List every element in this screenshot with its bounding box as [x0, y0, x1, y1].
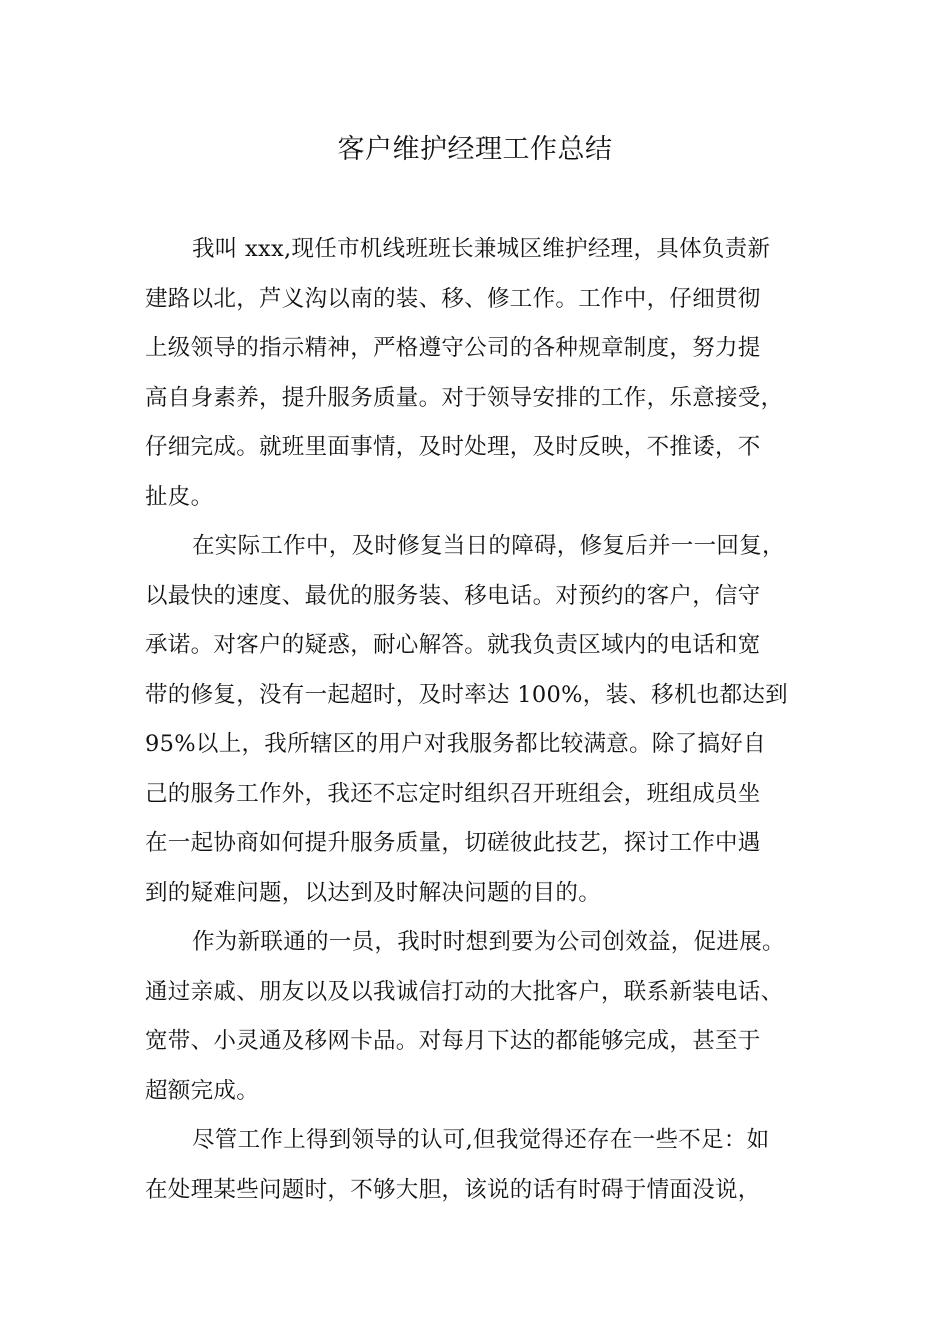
text-line: 尽管工作上得到领导的认可,但我觉得还存在一些不足：如 [192, 1127, 770, 1153]
text-line: 以最快的速度、最优的服务装、移电话。对预约的客户，信守 [145, 582, 761, 609]
text-line: 在处理某些问题时，不够大胆，该说的话有时碍于情面没说， [145, 1176, 761, 1203]
text-line: 带的修复，没有一起超时，及时率达 100%，装、移机也都达到 [145, 681, 788, 708]
text-line: 承诺。对客户的疑惑，耐心解答。就我负责区域内的电话和宽 [145, 632, 761, 658]
paragraph-1 [145, 225, 825, 522]
text-line: 我叫 xxx,现任市机线班班长兼城区维护经理，具体负责新 [192, 236, 771, 262]
text-line: 上级领导的指示精神，严格遵守公司的各种规章制度，努力提 [145, 335, 761, 361]
text-line: 在一起协商如何提升服务质量，切磋彼此技艺，探讨工作中遇 [145, 830, 761, 856]
text-line: 建路以北，芦义沟以南的装、移、修工作。工作中，仔细贯彻 [145, 285, 761, 312]
paragraph-2 [145, 522, 825, 918]
document-title: 客户维护经理工作总结 [337, 134, 613, 165]
text-line: 己的服务工作外，我还不忘定时组织召开班组会，班组成员坐 [145, 780, 761, 807]
text-line: 高自身素养，提升服务质量。对于领导安排的工作，乐意接受， [145, 384, 784, 411]
text-line: 超额完成。 [145, 1077, 260, 1104]
document-body [145, 225, 825, 1215]
text-line: 扯皮。 [145, 483, 214, 510]
text-line: 在实际工作中，及时修复当日的障碍，修复后并一一回复， [192, 533, 785, 559]
text-line: 仔细完成。就班里面事情，及时处理，及时反映，不推诿，不 [145, 434, 761, 460]
paragraph-3 [145, 918, 825, 1116]
text-line: 作为新联通的一员，我时时想到要为公司创效益，促进展。 [192, 929, 785, 955]
text-line: 到的疑难问题，以达到及时解决问题的目的。 [145, 879, 602, 906]
text-line: 95%以上，我所辖区的用户对我服务都比较满意。除了搞好自 [145, 731, 766, 757]
text-line: 宽带、小灵通及移网卡品。对每月下达的都能够完成，甚至于 [145, 1028, 761, 1054]
paragraph-4 [145, 1116, 825, 1215]
text-line: 通过亲戚、朋友以及以我诚信打动的大批客户，联系新装电话、 [145, 978, 784, 1005]
